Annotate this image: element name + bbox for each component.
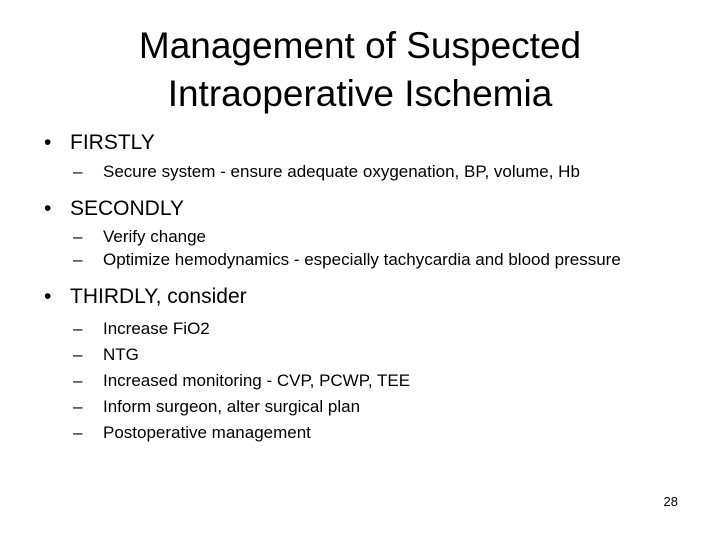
sub-bullet	[0, 225, 633, 248]
dash-marker: –	[73, 250, 83, 269]
bullet-secondly	[0, 194, 720, 224]
dash-marker: –	[73, 345, 83, 364]
sub-bullet	[0, 420, 720, 446]
sub-bullet	[0, 160, 633, 183]
bullet-label: FIRSTLY	[70, 131, 155, 154]
bullet-label: SECONDLY	[70, 197, 184, 220]
sub-bullet-text: Increase FiO2	[103, 319, 210, 338]
sub-bullet-text: Increased monitoring - CVP, PCWP, TEE	[103, 371, 411, 390]
sub-bullet	[0, 368, 720, 394]
sub-bullet	[0, 342, 720, 368]
title-line-1: Management of Suspected	[138, 25, 582, 66]
sub-bullet-text: Optimize hemodynamics - especially tachycardia and blood pressure	[103, 250, 621, 269]
bullet-marker: •	[44, 197, 52, 220]
bullet-label: THIRDLY, consider	[70, 285, 247, 308]
sub-bullet-text: Verify change	[103, 227, 207, 246]
dash-marker: –	[73, 423, 83, 442]
bullet-marker: •	[44, 131, 52, 154]
dash-marker: –	[73, 227, 83, 246]
sub-bullet	[0, 394, 720, 420]
title-line-2: Intraoperative Ischemia	[167, 73, 553, 114]
bullet-firstly	[0, 128, 720, 158]
page-number: 28	[663, 494, 678, 509]
sub-bullet-text: Inform surgeon, alter surgical plan	[103, 397, 361, 416]
sub-bullet-text: Postoperative management	[103, 423, 311, 442]
sub-bullet	[0, 316, 720, 342]
bullet-marker: •	[44, 285, 52, 308]
bullet-thirdly	[0, 282, 720, 312]
dash-marker: –	[73, 162, 83, 181]
sub-bullet-text: Secure system - ensure adequate oxygenation, BP, volume, Hb	[103, 162, 580, 181]
dash-marker: –	[73, 371, 83, 390]
sub-bullet	[0, 248, 633, 271]
dash-marker: –	[73, 397, 83, 416]
slide-title	[60, 22, 660, 118]
slide-content	[0, 128, 720, 446]
dash-marker: –	[73, 319, 83, 338]
sub-bullet-text: NTG	[103, 345, 139, 364]
